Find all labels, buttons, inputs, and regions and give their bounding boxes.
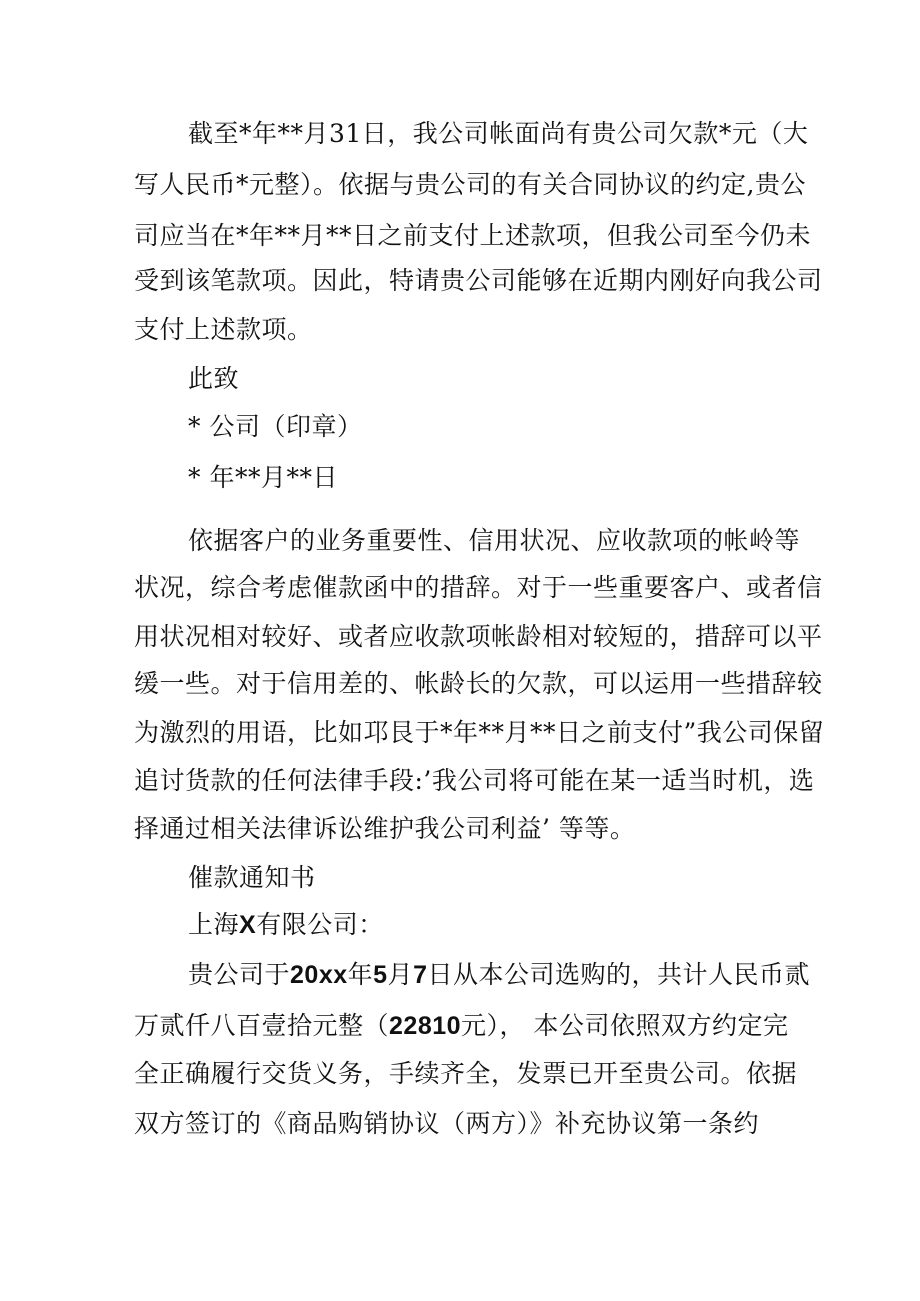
- p3-day: 7: [413, 961, 428, 989]
- p3-year: 20xx: [290, 961, 348, 989]
- p3-month: 5: [373, 961, 388, 989]
- p3-l2-c: 元）， 本公司依照双方约定完: [461, 1011, 789, 1040]
- p3-l2-a: 万贰仟八百壹拾元整（: [134, 1011, 390, 1040]
- paragraph-1-line-1: 截至*年**月31日，我公司帐面尚有贵公司欠款*元（大: [188, 119, 809, 148]
- addressee: [188, 908, 848, 942]
- paragraph-1-line-2: 写人民币*元整）。依据与贵公司的有关合同协议的约定,贵公: [134, 170, 806, 199]
- paragraph-1-line-4: 受到该笔款项。因此，特请贵公司能够在近期内刚好向我公司: [134, 266, 823, 295]
- p3-l1-c: 年: [347, 960, 374, 989]
- paragraph-3-line-4: 双方签订的《商品购销协议（两方）》补充协议第一条约: [134, 1109, 760, 1138]
- paragraph-1-line-5: 支付上述款项。: [134, 315, 313, 344]
- paragraph-2-line-3: 用状况相对较好、或者应收款项帐龄相对较短的，措辞可以平: [134, 622, 823, 651]
- paragraph-2-line-2: 状况，综合考虑催款函中的措辞。对于一些重要客户、或者信: [134, 573, 823, 602]
- paragraph-1-line-3: 司应当在*年**月**日之前支付上述款项，但我公司至今仍未: [134, 221, 812, 250]
- paragraph-3-line-1: [188, 958, 848, 992]
- paragraph-2-line-6: 追讨货款的任何法律手段:’我公司将可能在某一适当时机，选: [134, 766, 815, 795]
- paragraph-2-line-1: 依据客户的业务重要性、信用状况、应收款项的帐岭等: [188, 526, 801, 555]
- p3-amount: 22810: [389, 1012, 462, 1040]
- paragraph-2-line-5: 为激烈的用语，比如邛艮于*年**月**日之前支付”我公司保留: [134, 718, 825, 747]
- p3-l1-e: 月: [387, 960, 414, 989]
- closing-text: 此致: [188, 364, 240, 393]
- p3-l1-g: 日从本公司选购的，共计人民币贰: [427, 960, 810, 989]
- addressee-suffix: 有限公司：: [256, 910, 384, 939]
- signature-date: * 年**月**日: [188, 463, 338, 492]
- paragraph-2-line-4: 缓一些。对于信用差的、帐龄长的欠款，可以运用一些措辞较: [134, 669, 823, 698]
- paragraph-3-line-3: 全正确履行交货义务，手续齐全，发票已开至贵公司。依据: [134, 1059, 798, 1088]
- notice-title: 催款通知书: [188, 863, 316, 892]
- addressee-prefix: 上海: [188, 910, 240, 939]
- p3-l1-a: 贵公司于: [188, 960, 291, 989]
- addressee-bold: X: [239, 911, 257, 939]
- paragraph-3-line-2: [134, 1009, 794, 1043]
- paragraph-2-line-7: 择通过相关法律诉讼维护我公司利益’ 等等。: [134, 814, 636, 843]
- signature-company: * 公司（印章）: [188, 412, 363, 441]
